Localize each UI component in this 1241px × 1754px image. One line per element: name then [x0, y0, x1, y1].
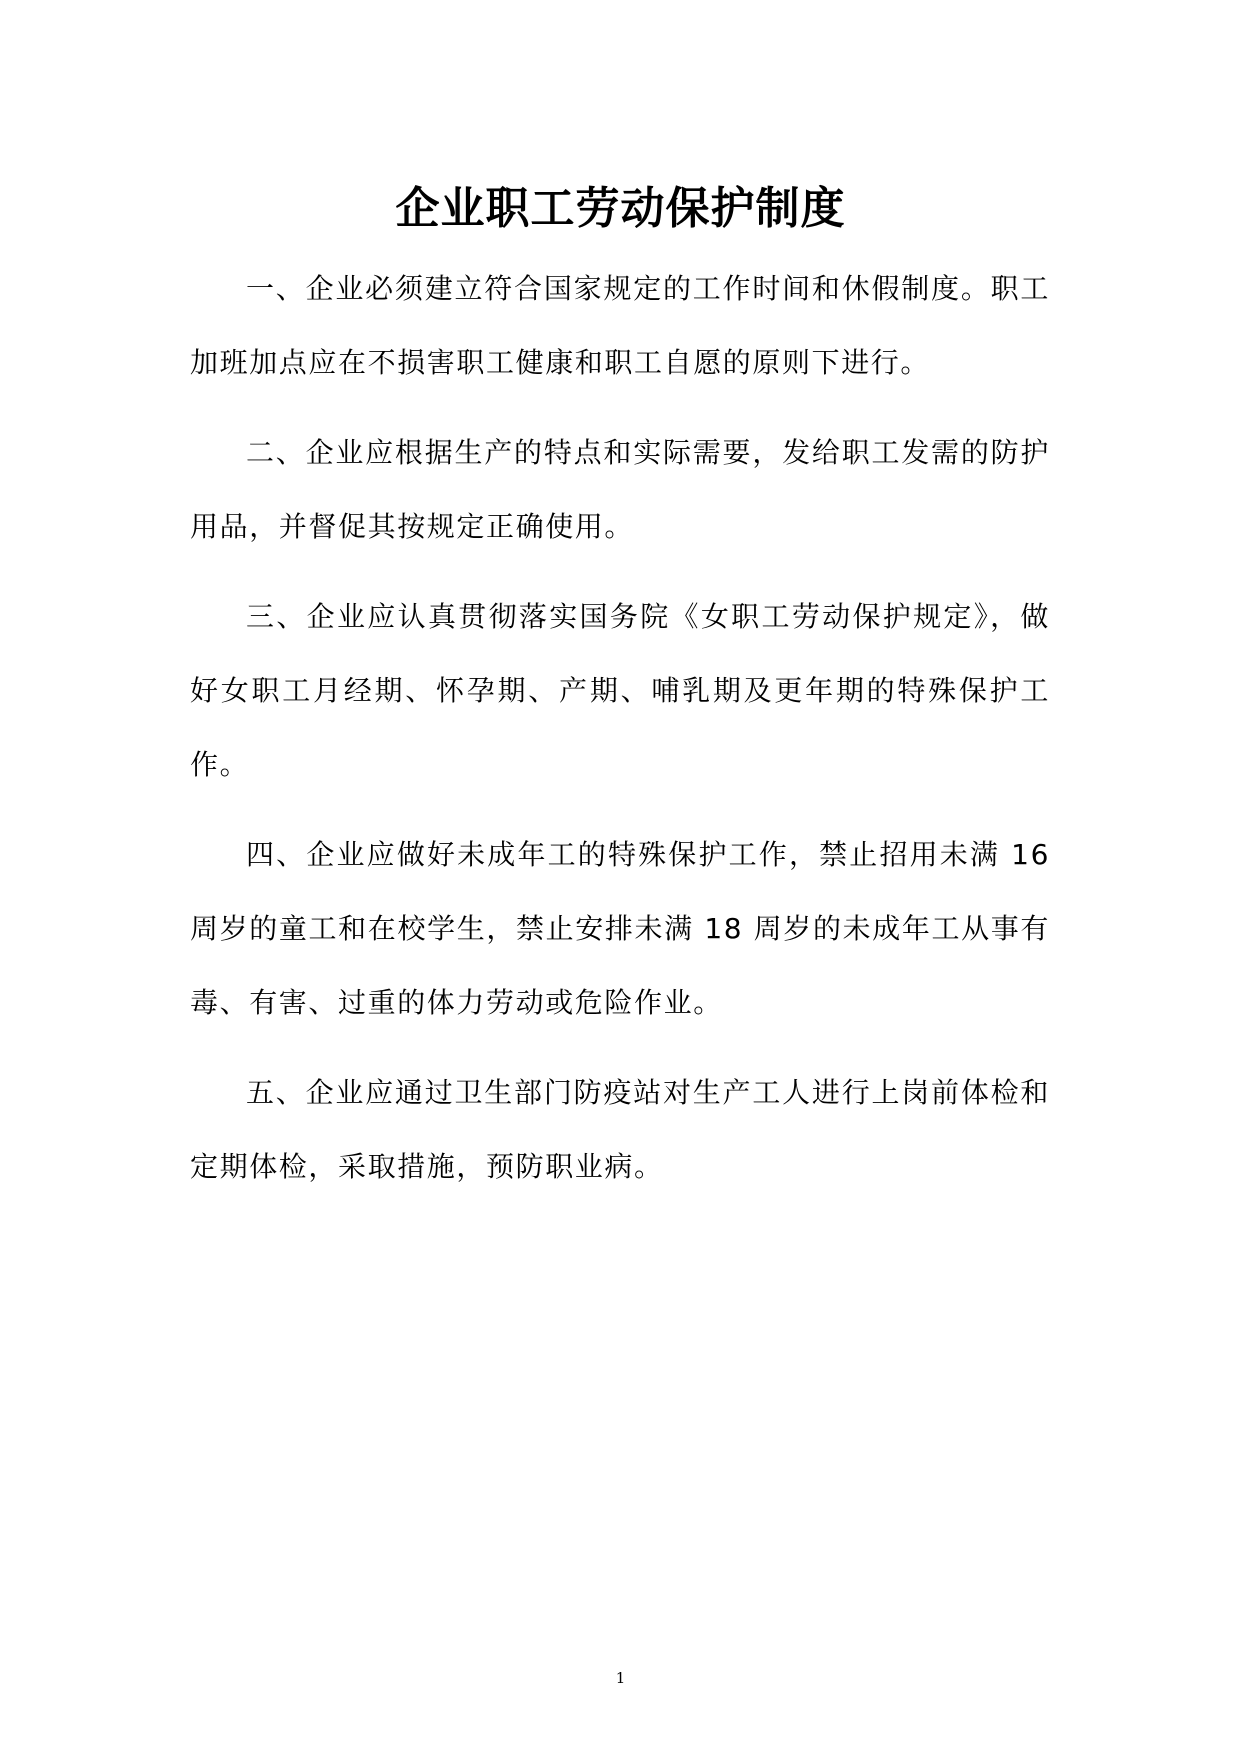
- paragraph-2: 二、企业应根据生产的特点和实际需要，发给职工发需的防护用品，并督促其按规定正确使用。: [190, 436, 1050, 543]
- paragraph-5: 五、企业应通过卫生部门防疫站对生产工人进行上岗前体检和定期体检，采取措施，预防职业病。: [190, 1076, 1050, 1183]
- paragraph-3: 三、企业应认真贯彻落实国务院《女职工劳动保护规定》，做好女职工月经期、怀孕期、产期、哺乳期及更年期的特殊保护工作。: [190, 600, 1050, 781]
- paragraph-4: 四、企业应做好未成年工的特殊保护工作，禁止招用未满 16 周岁的童工和在校学生，禁止安排未满 18 周岁的未成年工从事有毒、有害、过重的体力劳动或危险作业。: [190, 838, 1050, 1019]
- paragraph-1: 一、企业必须建立符合国家规定的工作时间和休假制度。职工加班加点应在不损害职工健康和职工自愿的原则下进行。: [190, 272, 1050, 379]
- document-body: [190, 252, 1050, 1220]
- page-number: 1: [615, 1669, 626, 1687]
- document-title: 企业职工劳动保护制度: [395, 183, 846, 235]
